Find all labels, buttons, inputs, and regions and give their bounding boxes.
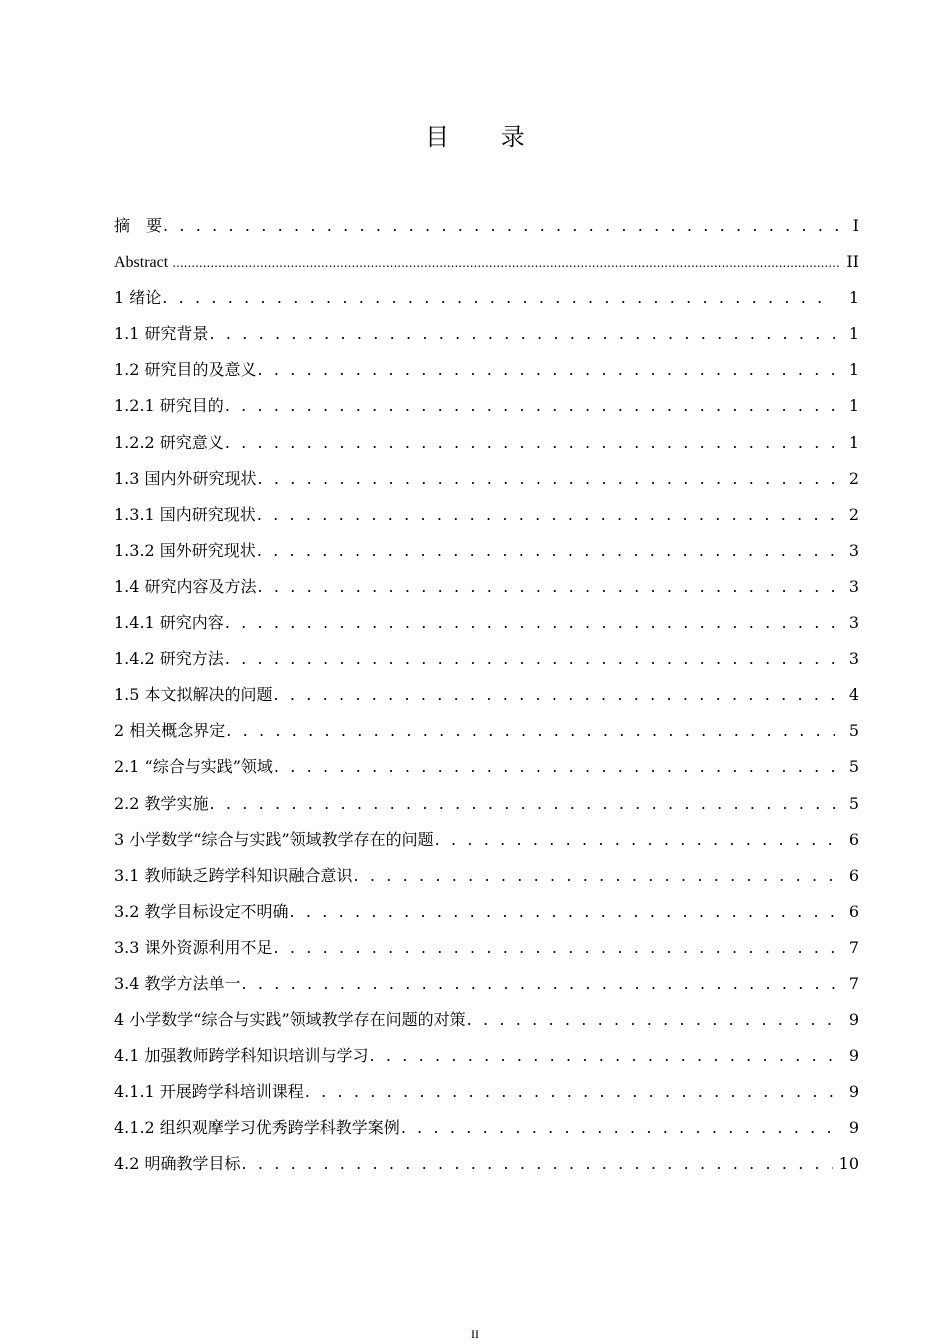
toc-entry-page: 1 — [848, 324, 859, 344]
toc-entry-3-4[interactable] — [114, 966, 859, 1002]
toc-entry-label: 1.2.1 研究目的 — [114, 396, 224, 416]
toc-entry-1-2-1[interactable] — [114, 388, 859, 424]
page-number-footer: II — [471, 1327, 479, 1341]
toc-entry-abstract-en[interactable] — [114, 244, 859, 280]
toc-entry-label: 1.3 国内外研究现状 — [114, 468, 257, 488]
toc-leader-dots — [257, 533, 835, 569]
toc-leader-dots — [225, 388, 835, 424]
toc-entry-3[interactable] — [114, 822, 859, 858]
toc-entry-page: 1 — [848, 432, 859, 452]
toc-leader-dots — [163, 208, 839, 244]
toc-entry-page: 6 — [848, 901, 859, 921]
toc-entry-page: 9 — [848, 1046, 859, 1066]
toc-entry-page: 3 — [848, 576, 859, 596]
toc-entry-page: 7 — [848, 973, 859, 993]
toc-entry-label: 摘 要 — [114, 216, 163, 235]
toc-entry-label: 1.2 研究目的及意义 — [114, 360, 257, 380]
toc-entry-page: 5 — [848, 721, 859, 741]
toc-entry-label: Abstract — [114, 254, 169, 272]
toc-entry-label: 1.4 研究内容及方法 — [114, 576, 257, 596]
toc-entry-label: 4.2 明确教学目标 — [114, 1154, 241, 1174]
toc-leader-dots — [467, 1002, 835, 1038]
toc-leader-dots — [274, 749, 835, 785]
toc-entry-label: 3.3 课外资源利用不足 — [114, 937, 273, 957]
toc-entry-1-5[interactable] — [114, 677, 859, 713]
toc-entry-2-1[interactable] — [114, 749, 859, 785]
toc-leader-dots — [226, 713, 835, 749]
toc-entry-page: 4 — [848, 685, 859, 705]
toc-leader-dots — [258, 461, 835, 497]
toc-entry-1-3-1[interactable] — [114, 497, 859, 533]
toc-entry-label: 3.4 教学方法单一 — [114, 973, 241, 993]
toc-entry-page: 5 — [848, 793, 859, 813]
toc-leader-dots — [258, 352, 835, 388]
toc-entry-label: 2 相关概念界定 — [114, 721, 226, 741]
toc-entry-1-2[interactable] — [114, 352, 859, 388]
toc-leader-dots — [162, 280, 835, 316]
toc-entry-label: 1.2.2 研究意义 — [114, 432, 224, 452]
toc-leader-dots — [305, 1074, 835, 1110]
toc-entry-1-4-2[interactable] — [114, 641, 859, 677]
toc-entry-page: 10 — [838, 1154, 859, 1174]
toc-entry-page: 6 — [848, 829, 859, 849]
toc-entry-label: 2.2 教学实施 — [114, 793, 209, 813]
toc-entry-label: 4.1.1 开展跨学科培训课程 — [114, 1082, 304, 1102]
toc-entry-page: I — [852, 216, 859, 235]
toc-entry-2-2[interactable] — [114, 786, 859, 822]
toc-entry-4-1[interactable] — [114, 1038, 859, 1074]
toc-leader-dots — [258, 569, 835, 605]
toc-entry-label: 3.1 教师缺乏跨学科知识融合意识 — [114, 865, 353, 885]
toc-entry-page: 5 — [848, 757, 859, 777]
toc-entry-page: 6 — [848, 865, 859, 885]
toc-entry-2[interactable] — [114, 713, 859, 749]
toc-entry-label: 1.5 本文拟解决的问题 — [114, 685, 273, 705]
toc-entry-label: 1.4.1 研究内容 — [114, 613, 224, 633]
toc-entry-page: 7 — [848, 937, 859, 957]
toc-entry-page: 3 — [848, 613, 859, 633]
toc-leader-dots — [225, 641, 835, 677]
toc-entry-label: 1 绪论 — [114, 288, 162, 308]
toc-leader-dots — [370, 1038, 835, 1074]
toc-entry-label: 2.1 “综合与实践”领域 — [114, 757, 273, 777]
toc-leader-dots — [401, 1110, 835, 1146]
toc-leader-dots — [290, 894, 835, 930]
toc-entry-4-2[interactable] — [114, 1146, 859, 1182]
toc-entry-page: II — [846, 252, 859, 272]
toc-entry-page: 2 — [848, 468, 859, 488]
toc-entry-page: 1 — [848, 360, 859, 380]
toc-entry-4-1-2[interactable] — [114, 1110, 859, 1146]
toc-entry-label: 4 小学数学“综合与实践”领域教学存在问题的对策 — [114, 1010, 466, 1030]
toc-entry-label: 1.1 研究背景 — [114, 324, 209, 344]
table-of-contents — [114, 208, 859, 1183]
toc-leader-dots — [210, 316, 835, 352]
toc-leader-dots — [225, 605, 835, 641]
toc-entry-page: 9 — [848, 1010, 859, 1030]
toc-entry-page: 1 — [848, 288, 859, 308]
toc-entry-label: 4.1 加强教师跨学科知识培训与学习 — [114, 1046, 369, 1066]
toc-leader-dots — [257, 497, 835, 533]
toc-leader-dots — [210, 786, 835, 822]
toc-entry-1-2-2[interactable] — [114, 425, 859, 461]
toc-entry-page: 1 — [848, 396, 859, 416]
toc-leader-dots — [354, 858, 835, 894]
toc-entry-1-4-1[interactable] — [114, 605, 859, 641]
toc-entry-4-1-1[interactable] — [114, 1074, 859, 1110]
toc-entry-label: 1.3.2 国外研究现状 — [114, 540, 256, 560]
toc-leader-dots — [435, 822, 835, 858]
toc-entry-label: 1.4.2 研究方法 — [114, 649, 224, 669]
toc-entry-1-3[interactable] — [114, 461, 859, 497]
toc-leader-dots — [225, 425, 835, 461]
toc-leader-dots — [274, 677, 835, 713]
toc-leader-dots — [242, 966, 835, 1002]
toc-entry-label: 4.1.2 组织观摩学习优秀跨学科教学案例 — [114, 1118, 400, 1138]
toc-entry-1-1[interactable] — [114, 316, 859, 352]
toc-entry-page: 3 — [848, 649, 859, 669]
toc-entry-label: 3.2 教学目标设定不明确 — [114, 901, 289, 921]
toc-entry-page: 9 — [848, 1118, 859, 1138]
toc-entry-1-3-2[interactable] — [114, 533, 859, 569]
toc-leader-dots — [172, 245, 839, 280]
toc-entry-1-4[interactable] — [114, 569, 859, 605]
toc-entry-page: 2 — [848, 504, 859, 524]
toc-entry-abstract-cn[interactable] — [114, 208, 859, 244]
toc-entry-3-2[interactable] — [114, 894, 859, 930]
toc-entry-3-1[interactable] — [114, 858, 859, 894]
toc-entry-label: 3 小学数学“综合与实践”领域教学存在的问题 — [114, 829, 434, 849]
toc-leader-dots — [274, 930, 835, 966]
toc-entry-4[interactable] — [114, 1002, 859, 1038]
toc-entry-1[interactable] — [114, 280, 859, 316]
toc-entry-page: 3 — [848, 540, 859, 560]
toc-entry-label: 1.3.1 国内研究现状 — [114, 504, 256, 524]
toc-entry-3-3[interactable] — [114, 930, 859, 966]
toc-title: 目 录 — [425, 123, 547, 151]
toc-entry-page: 9 — [848, 1082, 859, 1102]
toc-leader-dots — [242, 1146, 833, 1182]
